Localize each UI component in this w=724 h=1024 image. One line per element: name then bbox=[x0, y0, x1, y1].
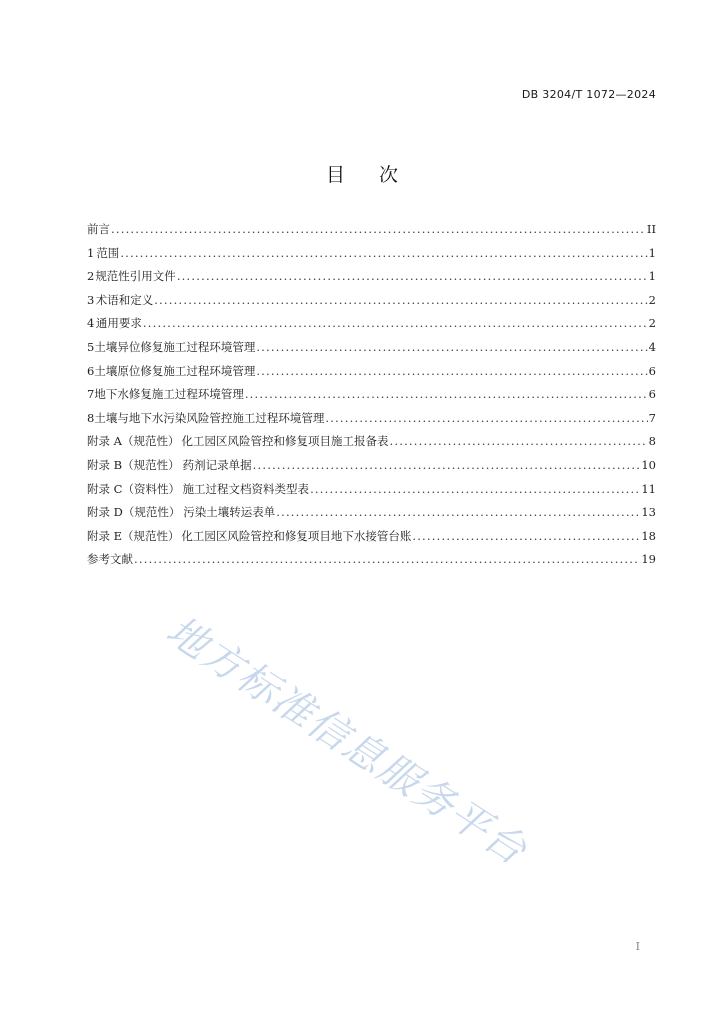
toc-entry-label: 土壤原位修复施工过程环境管理 bbox=[94, 363, 256, 378]
toc-entry-number: 7 bbox=[87, 387, 95, 402]
toc-entry-number: 8 bbox=[87, 410, 95, 425]
toc-leader-dots bbox=[390, 430, 648, 454]
toc-entry-page: 18 bbox=[641, 528, 656, 543]
table-of-contents bbox=[87, 218, 656, 572]
toc-entry-foreword[interactable] bbox=[87, 218, 656, 242]
toc-leader-dots bbox=[325, 407, 647, 431]
toc-entry-references[interactable] bbox=[87, 548, 656, 572]
toc-appendix-number: 附录 D（规范性） bbox=[87, 505, 181, 520]
toc-leader-dots bbox=[111, 218, 646, 242]
toc-entry-page: 4 bbox=[648, 339, 656, 354]
toc-leader-dots bbox=[134, 548, 640, 572]
toc-leader-dots bbox=[177, 265, 648, 289]
toc-entry-4[interactable] bbox=[87, 312, 656, 336]
document-code: DB 3204/T 1072—2024 bbox=[521, 88, 656, 101]
toc-entry-3[interactable] bbox=[87, 289, 656, 313]
page-number: I bbox=[635, 940, 640, 953]
toc-entry-8[interactable] bbox=[87, 407, 656, 431]
toc-entry-appendix-b[interactable] bbox=[87, 454, 656, 478]
toc-entry-label: 污染土壤转运表单 bbox=[183, 505, 276, 520]
toc-entry-page: II bbox=[646, 222, 656, 236]
toc-entry-page: 2 bbox=[648, 316, 656, 331]
toc-entry-page: 10 bbox=[641, 457, 656, 472]
toc-entry-label: 范围 bbox=[96, 245, 120, 260]
toc-entry-page: 6 bbox=[648, 363, 656, 378]
toc-leader-dots bbox=[120, 242, 647, 266]
toc-entry-page: 19 bbox=[641, 552, 656, 567]
toc-entry-appendix-d[interactable] bbox=[87, 501, 656, 525]
toc-appendix-number: 附录 C（资料性） bbox=[87, 481, 180, 496]
toc-entry-label: 术语和定义 bbox=[95, 292, 154, 307]
toc-entry-label: 地下水修复施工过程环境管理 bbox=[94, 387, 244, 402]
toc-entry-number: 2 bbox=[87, 269, 95, 284]
toc-entry-7[interactable] bbox=[87, 383, 656, 407]
toc-entry-label: 土壤与地下水污染风险管控施工过程环境管理 bbox=[94, 410, 325, 425]
toc-leader-dots bbox=[276, 501, 640, 525]
toc-entry-label: 规范性引用文件 bbox=[95, 269, 176, 284]
toc-appendix-number: 附录 B（规范性） bbox=[87, 457, 180, 472]
toc-entry-2[interactable] bbox=[87, 265, 656, 289]
toc-entry-page: 8 bbox=[648, 434, 656, 449]
toc-leader-dots bbox=[143, 312, 648, 336]
toc-appendix-number: 附录 E（规范性） bbox=[87, 528, 180, 543]
toc-leader-dots bbox=[412, 525, 640, 549]
toc-entry-number: 3 bbox=[87, 292, 95, 307]
toc-leader-dots bbox=[256, 360, 647, 384]
watermark: 地方标准信息服务平台 bbox=[158, 607, 536, 875]
toc-entry-page: 13 bbox=[641, 505, 656, 520]
toc-leader-dots bbox=[256, 336, 647, 360]
toc-entry-number: 4 bbox=[87, 316, 95, 331]
toc-leader-dots bbox=[245, 383, 648, 407]
toc-entry-appendix-e[interactable] bbox=[87, 525, 656, 549]
toc-entry-page: 6 bbox=[648, 387, 656, 402]
toc-entry-appendix-a[interactable] bbox=[87, 430, 656, 454]
toc-entry-1[interactable] bbox=[87, 242, 656, 266]
toc-entry-label: 施工过程文档资料类型表 bbox=[182, 481, 310, 496]
toc-entry-number: 6 bbox=[87, 363, 95, 378]
toc-entry-appendix-c[interactable] bbox=[87, 478, 656, 502]
toc-appendix-number: 附录 A（规范性） bbox=[87, 434, 180, 449]
toc-entry-5[interactable] bbox=[87, 336, 656, 360]
toc-entry-label: 化工园区风险管控和修复项目施工报备表 bbox=[181, 434, 389, 449]
toc-leader-dots bbox=[154, 289, 647, 313]
toc-entry-label: 土壤异位修复施工过程环境管理 bbox=[94, 339, 256, 354]
toc-entry-page: 1 bbox=[648, 245, 656, 260]
toc-entry-6[interactable] bbox=[87, 360, 656, 384]
toc-entry-page: 11 bbox=[641, 481, 656, 496]
toc-entry-label: 前言 bbox=[87, 222, 110, 236]
toc-entry-page: 1 bbox=[648, 269, 656, 284]
toc-entry-label: 化工园区风险管控和修复项目地下水接管台账 bbox=[181, 528, 412, 543]
toc-entry-label: 参考文献 bbox=[87, 552, 133, 567]
toc-entry-page: 7 bbox=[648, 410, 656, 425]
toc-entry-label: 药剂记录单据 bbox=[182, 457, 252, 472]
page-title: 目次 bbox=[325, 164, 432, 186]
toc-entry-number: 5 bbox=[87, 339, 95, 354]
toc-entry-number: 1 bbox=[87, 245, 95, 260]
toc-entry-label: 通用要求 bbox=[95, 316, 142, 331]
toc-leader-dots bbox=[253, 454, 641, 478]
toc-leader-dots bbox=[310, 478, 640, 502]
toc-entry-page: 2 bbox=[648, 292, 656, 307]
